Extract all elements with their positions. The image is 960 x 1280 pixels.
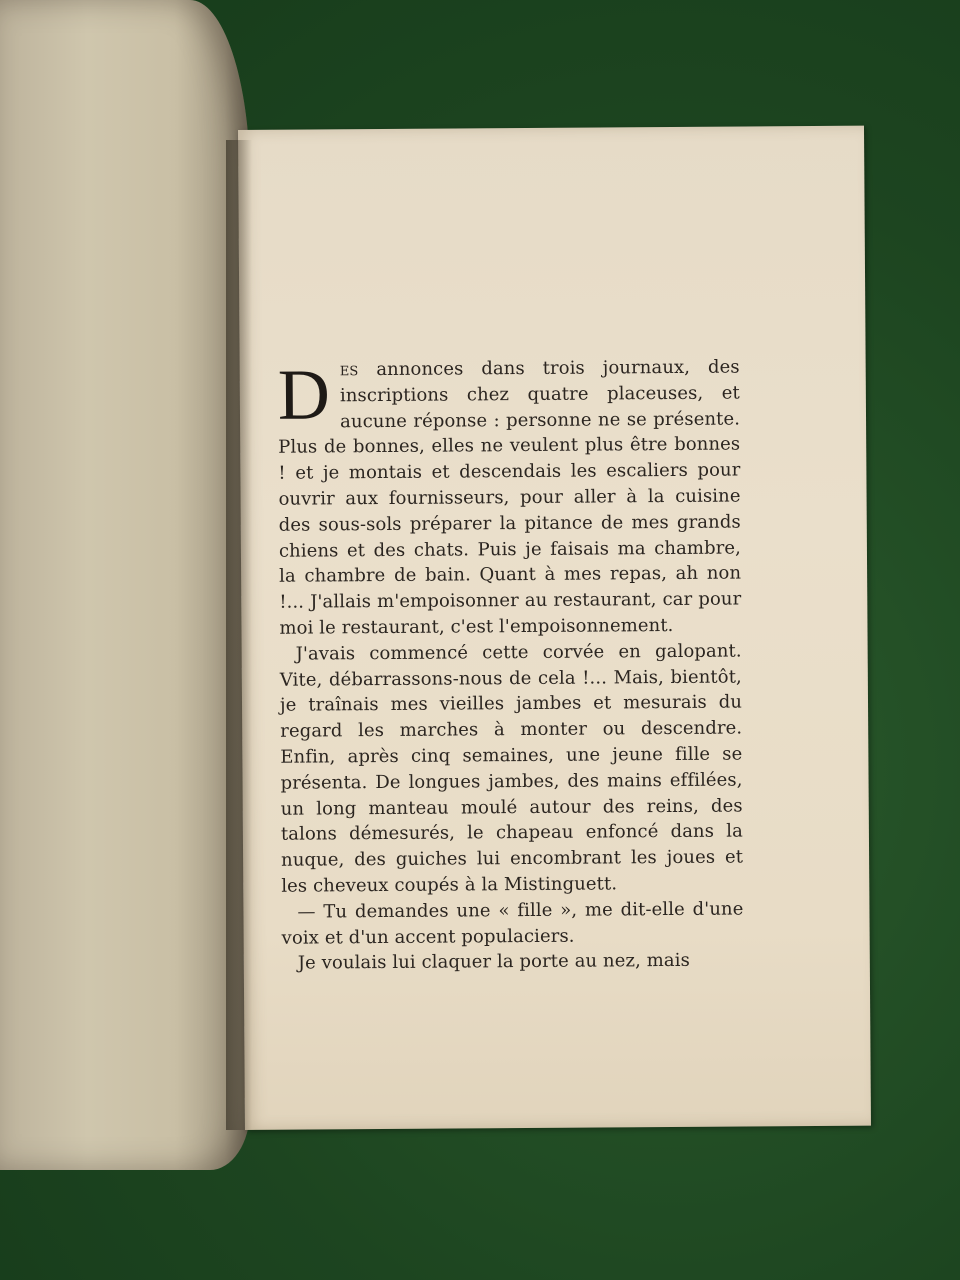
right-page: [238, 126, 871, 1130]
gutter-shadow: [226, 140, 252, 1130]
page-text: [278, 355, 744, 977]
paragraph-3: — Tu demandes une « fille », me dit-elle d'une voix et d'un accent populaciers.: [281, 898, 744, 949]
paragraph-2: J'avais commencé cette corvée en galopant. Vite, débarrassons-nous de cela !... Mais, bientôt, je traînais mes vieilles jambes et mesurais du regard les marches à monter ou descendre. Enfin, après cinq semaines, une jeune fille se présenta. De longues jambes, des mains effilées, un long manteau moulé autour des reins, des talons démesurés, le chapeau enfoncé dans la nuque, des guiches lui encombrant les joues et les cheveux coupés à la Mistinguett.: [279, 640, 744, 897]
left-page: [0, 0, 250, 1170]
paragraph-1: [278, 355, 742, 642]
drop-cap: D: [277, 354, 331, 435]
paragraph-1-lead: es: [339, 359, 359, 381]
paragraph-4: Je voulais lui claquer la porte au nez, mais: [297, 950, 690, 974]
paragraph-1-body: annonces dans trois journaux, des inscriptions chez quatre placeuses, et aucune réponse : personne ne se présente. Plus de bonnes, elles ne veulent plus être bonnes ! et je montais et descendais les escaliers pour ouvrir aux fournisseurs, pour aller à la cuisine des sous-sols préparer la pitance de mes grands chiens et des chats. Puis je faisais ma chambre, la chambre de bain. Quant à mes repas, ah non !... J'allais m'empoisonner au restaurant, car pour moi le restaurant, c'est l'empoisonnement.: [278, 356, 742, 639]
